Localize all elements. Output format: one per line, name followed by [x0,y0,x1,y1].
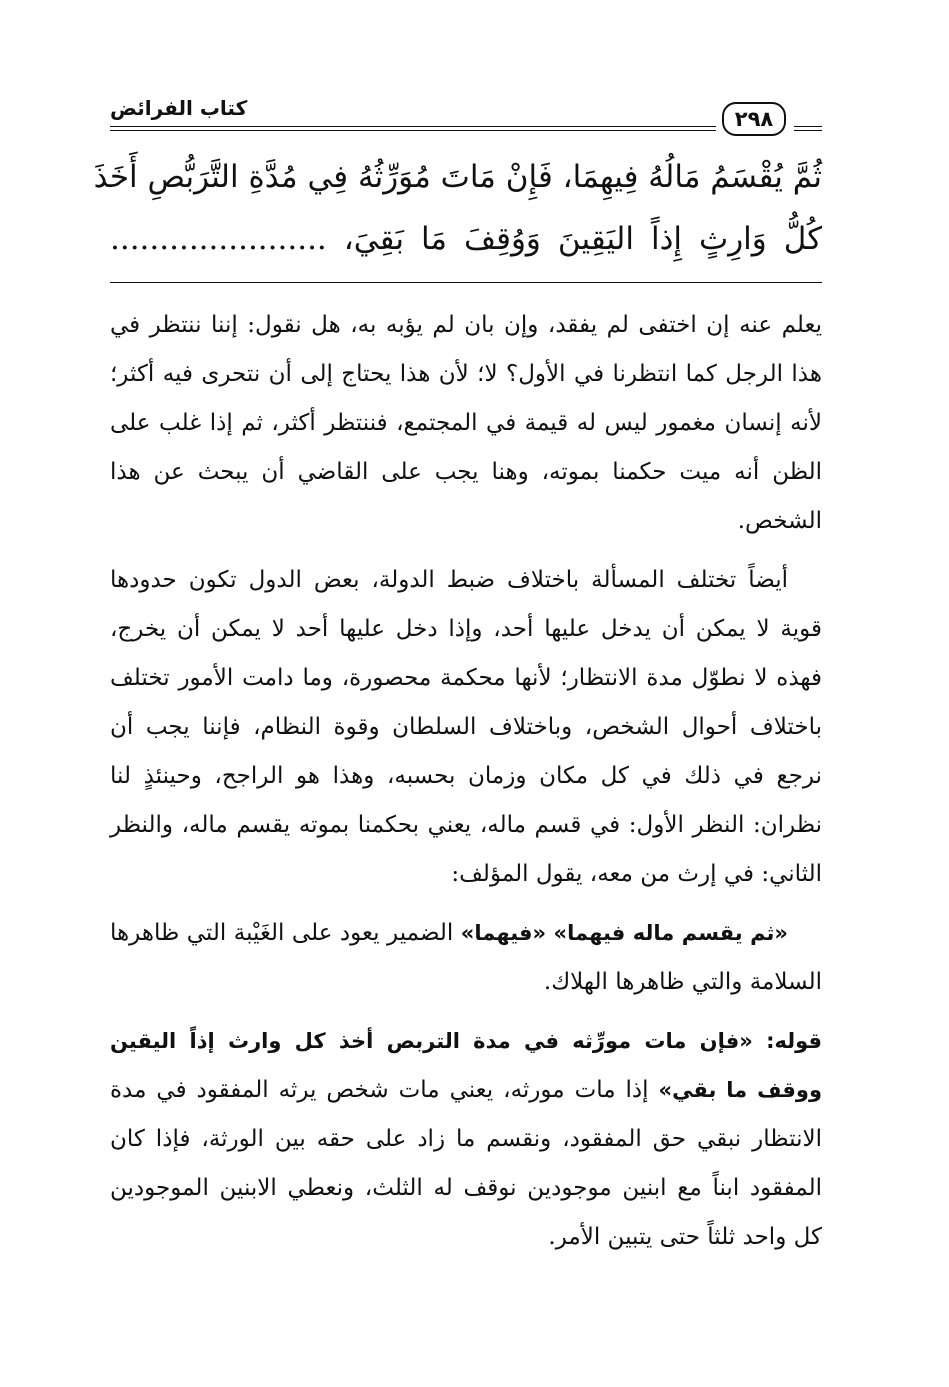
paragraph-text: الضمير يعود على الغَيْبة التي ظاهرها السلامة والتي ظاهرها الهلاك. [110,920,822,995]
quoted-matn: «ثم يقسم ماله فيهما» «فيهما» [460,921,788,945]
page-number: ٢٩٨ [722,102,786,136]
commentary-paragraph-2: أيضاً تختلف المسألة باختلاف ضبط الدولة، بعض الدول تكون حدودها قوية لا يمكن أن يدخل عليها أحد، وإذا دخل عليها أحد لا يمكن أن يخرج، فهذه لا نطوّل مدة الانتظار؛ لأنها محكمة محصورة، وما دامت الأمور تختلف باختلاف أحوال الشخص، وباختلاف السلطان وقوة النظام، فإننا يجب أن نرجع في ذلك في كل مكان وزمان بحسبه، وهذا هو الراجح، وحينئذٍ لنا نظران: النظر الأول: في قسم ماله، يعني بحكمنا بموته يقسم ماله، والنظر الثاني: في إرث من معه، يقول المؤلف: [110,567,822,887]
footnote-separator [110,282,822,283]
matn-text [93,146,822,270]
commentary-paragraph-4 [110,1017,822,1262]
commentary-text [110,301,822,1262]
quoted-matn: قوله: «فإن مات مورِّثه في مدة التربص أخذ كل وارث إذاً اليقين ووقف ما بقي» [110,1029,823,1102]
header-rule-short [794,126,822,131]
commentary-paragraph-3 [110,909,822,1007]
commentary-paragraph-1: يعلم عنه إن اختفى لم يفقد، وإن بان لم يؤبه به، هل نقول: إننا ننتظر في هذا الرجل كما انتظرنا في الأول؟ لا؛ لأن هذا يحتاج إلى أن نتحرى فيه أكثر؛ لأنه إنسان مغمور ليس له قيمة في المجتمع، فننتظر أكثر، ثم إذا غلب على الظن أنه ميت حكمنا بموته، وهنا يجب على القاضي أن يبحث عن هذا الشخص. [110,312,822,534]
running-title: كتاب الفرائض [110,96,248,120]
matn-line-1: ثُمَّ يُقْسَمُ مَالُهُ فِيهِمَا، فَإِنْ مَاتَ مُوَرِّثُهُ فِي مُدَّةِ التَّرَبُّصِ أَخَذَ [93,159,822,195]
page-header [110,88,822,140]
matn-line-2: كُلُّ وَارِثٍ إِذاً اليَقِينَ وَوُقِفَ مَا بَقِيَ، ...................... [110,221,822,257]
book-page [93,88,823,1272]
header-rule [110,126,716,131]
paragraph-text: إذا مات مورثه، يعني مات شخص يرثه المفقود في مدة الانتظار نبقي حق المفقود، ونقسم ما زاد على حقه بين الورثة، فإذا كان المفقود ابناً مع ابنين موجودين نوقف له الثلث، ونعطي الابنين الموجودين كل واحد ثلثاً حتى يتبين الأمر. [110,1077,822,1250]
